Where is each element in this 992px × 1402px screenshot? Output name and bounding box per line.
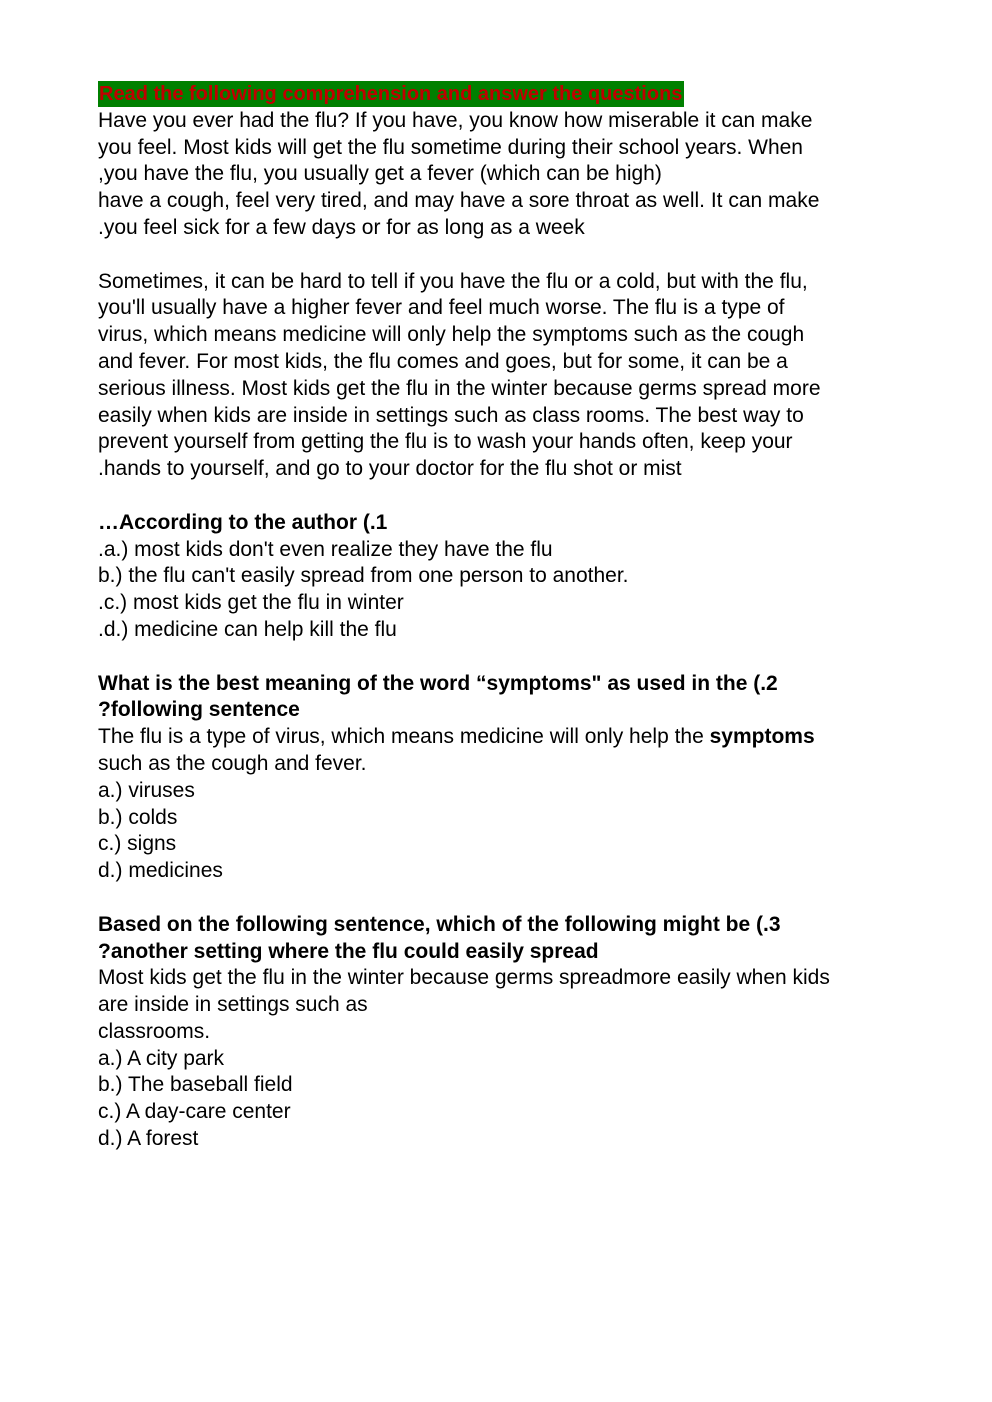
passage-line: .you feel sick for a few days or for as long as a week (98, 215, 585, 239)
question-1-option-a: .a.) most kids don't even realize they have the flu (98, 537, 553, 561)
question-2-option-a: a.) viruses (98, 778, 195, 802)
passage-paragraph-1 (98, 108, 928, 242)
question-3-option-a: a.) A city park (98, 1046, 225, 1070)
question-2-prompt-line-2: ?following sentence (98, 698, 300, 722)
instruction-heading: Read the following comprehension and answer the questions (99, 83, 683, 105)
spacer (98, 885, 928, 912)
question-1-option-c: .c.) most kids get the flu in winter (98, 591, 404, 615)
question-1-option-d: .d.) medicine can help kill the flu (98, 617, 397, 641)
question-2-option-c: c.) signs (98, 832, 177, 856)
passage-line: you'll usually have a higher fever and feel much worse. The flu is a type of (98, 296, 785, 320)
passage-line: easily when kids are inside in settings such as class rooms. The best way to (98, 403, 804, 427)
question-2-option-d: d.) medicines (98, 859, 223, 883)
question-1 (98, 510, 928, 644)
passage-line: prevent yourself from getting the flu is to wash your hands often, keep your (98, 430, 793, 454)
worksheet-page (98, 80, 928, 1153)
question-1-prompt: …According to the author (.1 (98, 510, 388, 534)
question-2-keyword: symptoms (709, 725, 815, 749)
question-3-prompt-line-2: ?another setting where the flu could easily spread (98, 939, 599, 963)
passage-paragraph-2 (98, 269, 928, 483)
passage-line: serious illness. Most kids get the flu in the winter because germs spread more (98, 376, 821, 400)
question-3-context-line-3: classrooms. (98, 1019, 211, 1043)
question-3-prompt-line-1: Based on the following sentence, which of the following might be (.3 (98, 912, 781, 936)
passage-line: .hands to yourself, and go to your doctor for the flu shot or mist (98, 457, 682, 481)
question-3-option-b: b.) The baseball field (98, 1073, 293, 1097)
question-3 (98, 912, 928, 1153)
question-2-prompt-line-1: What is the best meaning of the word “symptoms" as used in the (.2 (98, 671, 778, 695)
spacer (98, 242, 928, 269)
passage-line: have a cough, feel very tired, and may have a sore throat as well. It can make (98, 189, 820, 213)
question-2-context-text: The flu is a type of virus, which means medicine will only help the (98, 725, 710, 749)
question-2-context-line-1 (98, 724, 928, 751)
passage-line: Sometimes, it can be hard to tell if you have the flu or a cold, but with the flu, (98, 269, 808, 293)
question-2-option-b: b.) colds (98, 805, 178, 829)
instruction-line (98, 80, 928, 108)
passage-line: you feel. Most kids will get the flu sometime during their school years. When (98, 135, 803, 159)
passage-line: Have you ever had the flu? If you have, you know how miserable it can make (98, 108, 813, 132)
question-1-option-b: b.) the flu can't easily spread from one person to another. (98, 564, 629, 588)
question-3-context-line-2: are inside in settings such as (98, 993, 368, 1017)
passage-line: and fever. For most kids, the flu comes and goes, but for some, it can be a (98, 349, 788, 373)
question-3-context-line-1: Most kids get the flu in the winter because germs spreadmore easily when kids (98, 966, 830, 990)
question-3-option-d: d.) A forest (98, 1127, 199, 1151)
question-2-context-line-2: such as the cough and fever. (98, 751, 367, 775)
question-2 (98, 671, 928, 885)
question-3-option-c: c.) A day-care center (98, 1100, 291, 1124)
spacer (98, 483, 928, 510)
passage-line: ,you have the flu, you usually get a fever (which can be high) (98, 162, 662, 186)
spacer (98, 644, 928, 671)
passage-line: virus, which means medicine will only help the symptoms such as the cough (98, 323, 805, 347)
